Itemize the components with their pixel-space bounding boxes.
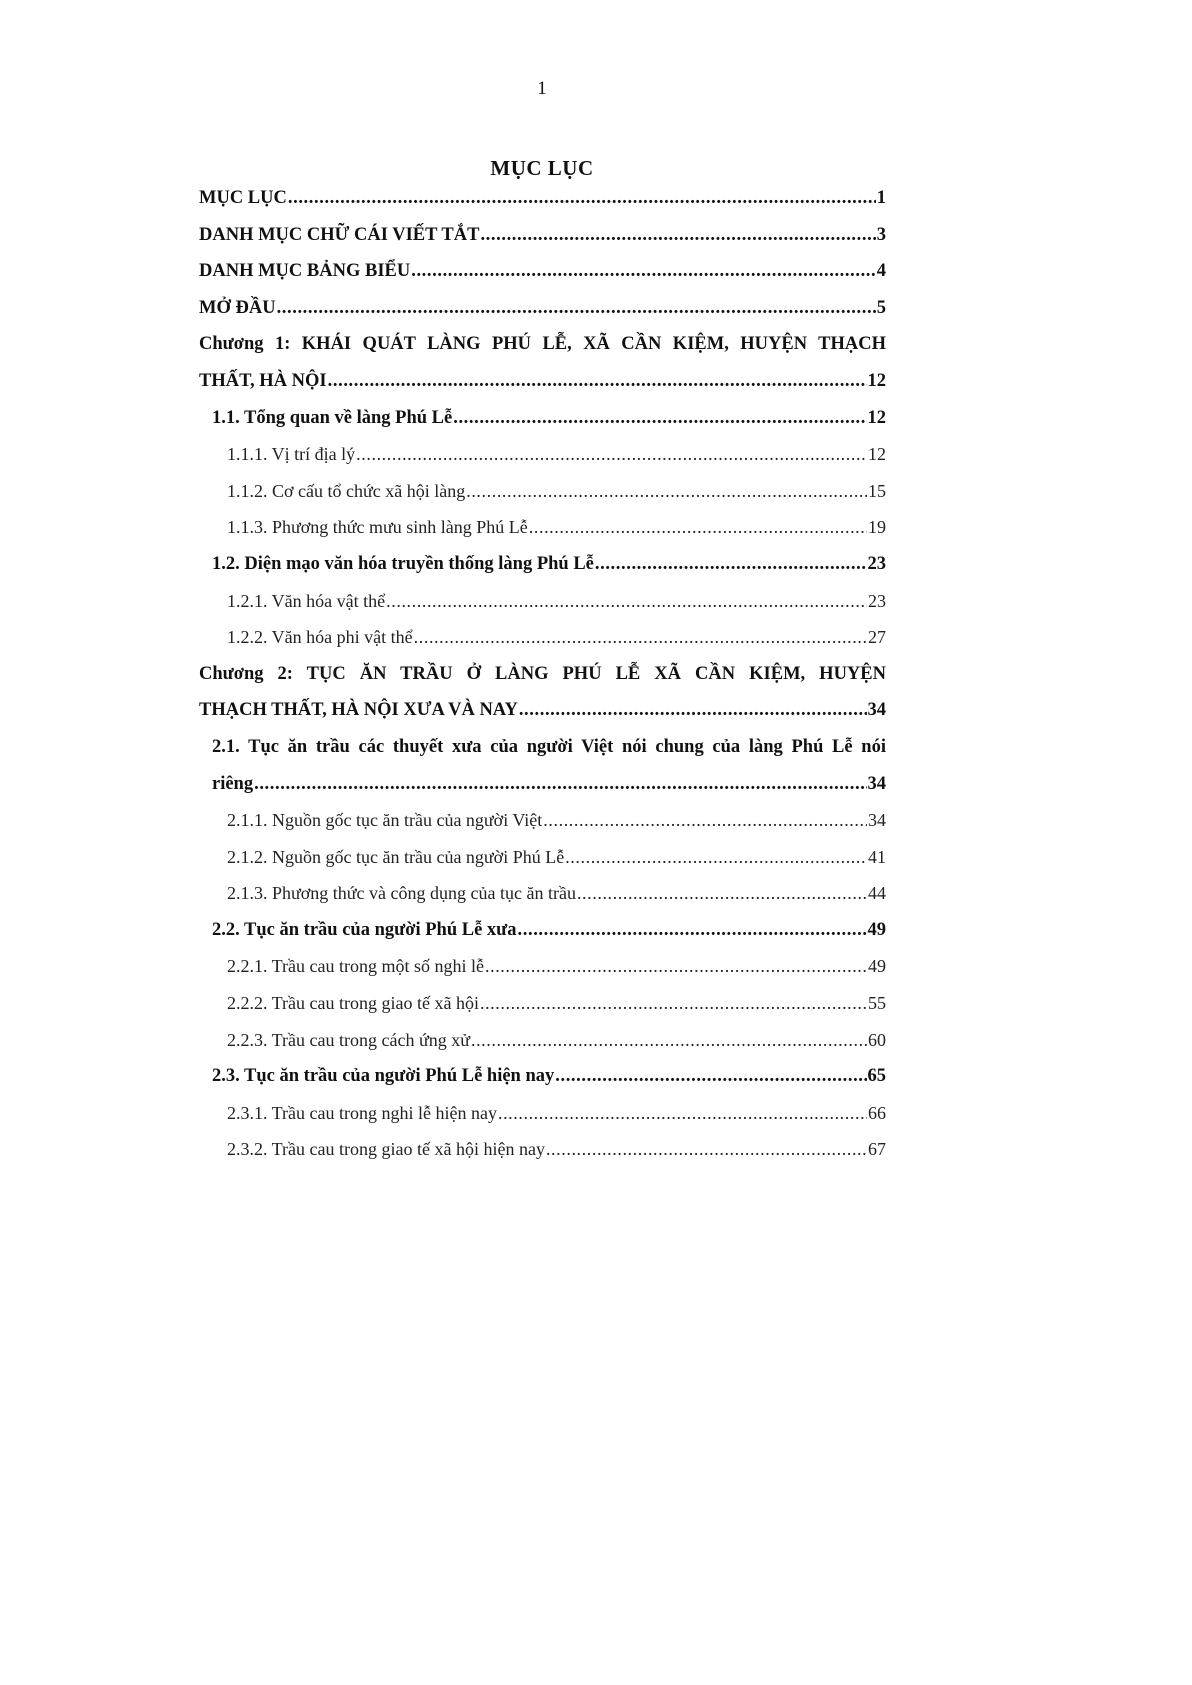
toc-entry-title: 2.3. Tục ăn trầu của người Phú Lễ hiện nay: [212, 1066, 555, 1087]
dot-leader: [529, 509, 867, 546]
toc-entry-page: 34: [868, 810, 886, 831]
dot-leader: [555, 1058, 866, 1095]
toc-entry-title: 2.3.1. Trầu cau trong nghi lễ hiện nay: [227, 1102, 497, 1123]
dot-leader: [386, 583, 867, 620]
toc-entry[interactable]: [199, 619, 886, 656]
toc-entry-title: 1.2.1. Văn hóa vật thể: [227, 590, 386, 611]
toc-entry[interactable]: [199, 656, 886, 729]
dot-leader: [498, 1095, 867, 1132]
toc-entry-title: MỞ ĐẦU: [199, 297, 276, 318]
toc-entry-page: 34: [867, 773, 886, 794]
toc-entry-title: 1.1.2. Cơ cấu tổ chức xã hội làng: [227, 480, 466, 501]
toc-entry-title: MỤC LỤC: [199, 188, 287, 208]
toc-entry-page: 3: [876, 224, 886, 245]
toc-entry-page: 65: [867, 1066, 886, 1087]
table-of-contents: [199, 180, 886, 1168]
toc-entry-page: 60: [868, 1029, 886, 1050]
toc-entry-title: riêng: [212, 773, 254, 794]
dot-leader: [480, 985, 867, 1022]
toc-entry-page: 15: [868, 480, 886, 501]
toc-entry[interactable]: [199, 1131, 886, 1168]
toc-entry-title: DANH MỤC CHỮ CÁI VIẾT TẮT: [199, 224, 480, 245]
toc-entry-title: 1.1.1. Vị trí địa lý: [227, 444, 356, 465]
dot-leader: [565, 839, 867, 876]
dot-leader: [546, 1131, 867, 1168]
toc-entry-page: 27: [868, 627, 886, 648]
toc-entry[interactable]: [199, 1095, 886, 1132]
dot-leader: [480, 217, 875, 254]
toc-entry-title: 1.2. Diện mạo văn hóa truyền thống làng Phú Lễ: [212, 553, 594, 574]
toc-entry-title: 1.1. Tổng quan về làng Phú Lễ: [212, 407, 453, 428]
toc-entry-title: 1.1.3. Phương thức mưu sinh làng Phú Lễ: [227, 517, 528, 538]
toc-entry[interactable]: [199, 546, 886, 583]
toc-entry-page: 49: [867, 919, 886, 940]
dot-leader: [485, 948, 867, 985]
toc-entry[interactable]: [199, 948, 886, 985]
toc-entry-title: 1.2.2. Văn hóa phi vật thể: [227, 627, 413, 648]
toc-entry-title: 2.2.2. Trầu cau trong giao tế xã hội: [227, 993, 479, 1014]
toc-entry-page: 34: [867, 700, 886, 721]
toc-entry-page: 44: [868, 883, 886, 904]
toc-entry-title: THẠCH THẤT, HÀ NỘI XƯA VÀ NAY: [199, 700, 518, 721]
toc-title: MỤC LỤC: [490, 156, 594, 180]
toc-entry-page: 1: [876, 188, 886, 208]
dot-leader: [414, 619, 867, 656]
page-number: 1: [537, 78, 547, 99]
toc-entry-title: 2.1.1. Nguồn gốc tục ăn trầu của người Việt: [227, 810, 543, 831]
toc-entry-page: 41: [868, 846, 886, 867]
toc-entry[interactable]: [199, 583, 886, 620]
toc-entry-title: THẤT, HÀ NỘI: [199, 370, 327, 391]
toc-entry-page: 19: [868, 517, 886, 538]
toc-entry-page: 12: [867, 407, 886, 428]
toc-entry[interactable]: [199, 729, 886, 802]
toc-entry-page: 66: [868, 1102, 886, 1123]
toc-entry[interactable]: [199, 802, 886, 839]
toc-entry-title: 2.1.2. Nguồn gốc tục ăn trầu của người Phú Lễ: [227, 846, 565, 867]
toc-entry[interactable]: [199, 436, 886, 473]
dot-leader: [411, 253, 876, 290]
dot-leader: [543, 802, 867, 839]
toc-entry[interactable]: [199, 253, 886, 290]
toc-entry-first-line: Chương 2: TỤC ĂN TRẦU Ở LÀNG PHÚ LỄ XÃ CẦN KIỆM, HUYỆN: [199, 663, 886, 684]
toc-entry-title: 2.3.2. Trầu cau trong giao tế xã hội hiện nay: [227, 1139, 545, 1160]
toc-entry-title: 2.1.3. Phương thức và công dụng của tục ăn trầu: [227, 883, 576, 904]
toc-entry[interactable]: [199, 985, 886, 1022]
toc-entry-page: 67: [868, 1139, 886, 1160]
dot-leader: [519, 692, 867, 729]
toc-entry-title: 2.2. Tục ăn trầu của người Phú Lễ xưa: [212, 919, 517, 940]
toc-entry[interactable]: [199, 180, 886, 217]
toc-entry[interactable]: [199, 473, 886, 510]
toc-entry-first-line: 2.1. Tục ăn trầu các thuyết xưa của người Việt nói chung của làng Phú Lễ nói: [212, 736, 886, 757]
toc-entry[interactable]: [199, 839, 886, 876]
dot-leader: [328, 363, 867, 400]
toc-entry-page: 4: [876, 261, 886, 282]
dot-leader: [471, 1022, 867, 1059]
toc-entry-page: 55: [868, 993, 886, 1014]
toc-entry[interactable]: [199, 875, 886, 912]
toc-entry-page: 23: [867, 553, 886, 574]
toc-entry-title: 2.2.3. Trầu cau trong cách ứng xử: [227, 1029, 470, 1050]
toc-entry-page: 23: [868, 590, 886, 611]
toc-entry-first-line: Chương 1: KHÁI QUÁT LÀNG PHÚ LỄ, XÃ CẦN KIỆM, HUYỆN THẠCH: [199, 334, 886, 355]
dot-leader: [356, 436, 867, 473]
dot-leader: [288, 180, 876, 217]
toc-entry[interactable]: [199, 1022, 886, 1059]
toc-entry[interactable]: [199, 912, 886, 949]
toc-entry-page: 49: [868, 956, 886, 977]
toc-entry[interactable]: [199, 326, 886, 399]
toc-entry-page: 5: [876, 297, 886, 318]
toc-entry-page: 12: [867, 370, 886, 391]
dot-leader: [595, 546, 867, 583]
dot-leader: [466, 473, 867, 510]
toc-entry[interactable]: [199, 217, 886, 254]
toc-entry[interactable]: [199, 1058, 886, 1095]
toc-entry-page: 12: [868, 444, 886, 465]
dot-leader: [518, 912, 867, 949]
toc-entry-title: DANH MỤC BẢNG BIỂU: [199, 261, 411, 282]
toc-entry[interactable]: [199, 509, 886, 546]
dot-leader: [277, 290, 876, 327]
dot-leader: [453, 400, 866, 437]
toc-entry[interactable]: [199, 400, 886, 437]
toc-entry[interactable]: [199, 290, 886, 327]
dot-leader: [577, 875, 867, 912]
toc-entry-title: 2.2.1. Trầu cau trong một số nghi lễ: [227, 956, 484, 977]
dot-leader: [254, 766, 866, 803]
